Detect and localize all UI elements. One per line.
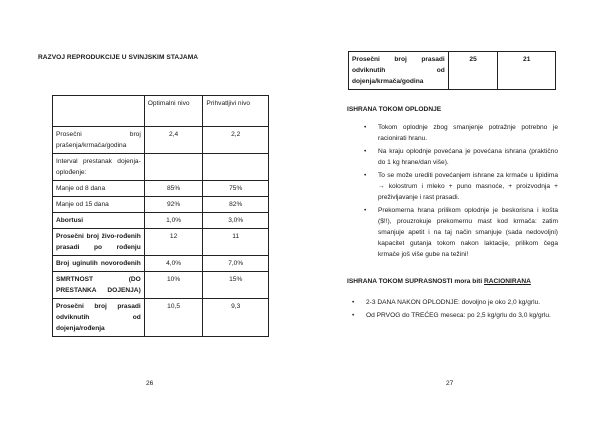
row-acceptable: 3,0% — [203, 213, 269, 229]
right-page — [300, 0, 600, 425]
section-title-suprasnost — [347, 278, 531, 285]
table-row — [53, 181, 269, 197]
row-optimal — [144, 154, 203, 181]
row-optimal: 10% — [144, 272, 203, 299]
row-label: Prosečni broj prašenja/krmača/godina — [53, 127, 145, 154]
table-row — [53, 197, 269, 213]
table-header-row — [53, 96, 269, 127]
page-number: 26 — [146, 380, 154, 387]
row-optimal: 2,4 — [144, 127, 203, 154]
row-acceptable — [203, 154, 269, 181]
row-label: Prosečni broj živo-rođenih prasadi po rođenju — [53, 229, 145, 256]
row-label: Broj uginulih novorođenih — [53, 256, 145, 272]
section1-list — [378, 122, 558, 260]
header-acceptable: Prihvatljivi nivo — [203, 96, 269, 127]
row-acceptable: 82% — [203, 197, 269, 213]
row-acceptable: 7,0% — [203, 256, 269, 272]
continued-table — [348, 51, 556, 90]
header-empty — [53, 96, 145, 127]
row-optimal: 12 — [144, 229, 203, 256]
row-label: Manje od 15 dana — [53, 197, 145, 213]
list-item: • Tokom oplodnje zbog smanjenje potražnje potrebno je racionirati hranu. — [378, 122, 558, 144]
list-item: • Od PRVOG do TREĆEG meseca: po 2,5 kg/grlu do 3,0 kg/grlu. — [366, 310, 552, 321]
row-label: Abortusi — [53, 213, 145, 229]
row-acceptable: 15% — [203, 272, 269, 299]
table-row — [53, 272, 269, 299]
table-row — [53, 154, 269, 181]
row-label: Prosečni broj prasadi odviknutih od dojenja/krmača/godina — [349, 52, 449, 90]
row-optimal: 85% — [144, 181, 203, 197]
row-optimal: 1,0% — [144, 213, 203, 229]
list-item: • To se može urediti povećanjem ishrane za krmače u lipidima → kolostrum i mleko + puno masnoće, + proizvodnja + preživljavanje i rast prasadi. — [378, 170, 558, 203]
reproduction-table — [52, 95, 269, 337]
row-optimal: 10,5 — [144, 299, 203, 337]
row-label: Prosečni broj prasadi odviknutih od dojenja/rođenja — [53, 299, 145, 337]
row-label: Interval prestanak dojenja-oplođenje: — [53, 154, 145, 181]
row-optimal: 4,0% — [144, 256, 203, 272]
row-optimal: 92% — [144, 197, 203, 213]
header-optimal: Optimalni nivo — [144, 96, 203, 127]
table-row — [53, 229, 269, 256]
row-acceptable: 21 — [498, 52, 556, 90]
table-row — [53, 127, 269, 154]
row-acceptable: 75% — [203, 181, 269, 197]
page-number: 27 — [446, 380, 454, 387]
row-acceptable: 9,3 — [203, 299, 269, 337]
section-title-oplodnja: ISHRANA TOKOM OPLODNJE — [347, 106, 442, 113]
section-title-prefix: ISHRANA TOKOM SUPRASNOSTI mora biti — [347, 278, 485, 285]
page-heading: RAZVOJ REPRODUKCIJE U SVINJSKIM STAJAMA — [38, 54, 199, 61]
list-item: • 2-3 DANA NAKON OPLODNJE: dovoljno je oko 2,0 kg/grlu. — [366, 297, 552, 308]
table-row — [53, 256, 269, 272]
row-optimal: 25 — [448, 52, 498, 90]
table-row — [53, 213, 269, 229]
table-row — [53, 299, 269, 337]
section2-list — [366, 297, 552, 321]
row-acceptable: 11 — [203, 229, 269, 256]
row-acceptable: 2,2 — [203, 127, 269, 154]
section-title-emphasis: RACIONIRANA — [484, 278, 531, 285]
list-item: • Na kraju oplodnje povećana je povećana ishrana (praktično do 1 kg hrane/dan više). — [378, 146, 558, 168]
row-label: Manje od 8 dana — [53, 181, 145, 197]
list-item: • Prekomerna hrana prilikom oplodnje je beskorisna i košta ($!!), prouzrokuje prekomernu mast kod krmača: zatim smanjuje apetit i na taj način smanjuje (sada nedovoljni) kapacitet gutanja tokom nakon laktacije, prilikom čega krmače još više gube na težini! — [378, 205, 558, 260]
row-label: SMRTNOST (DO PRESTANKA DOJENJA) — [53, 272, 145, 299]
table-row — [349, 52, 556, 90]
